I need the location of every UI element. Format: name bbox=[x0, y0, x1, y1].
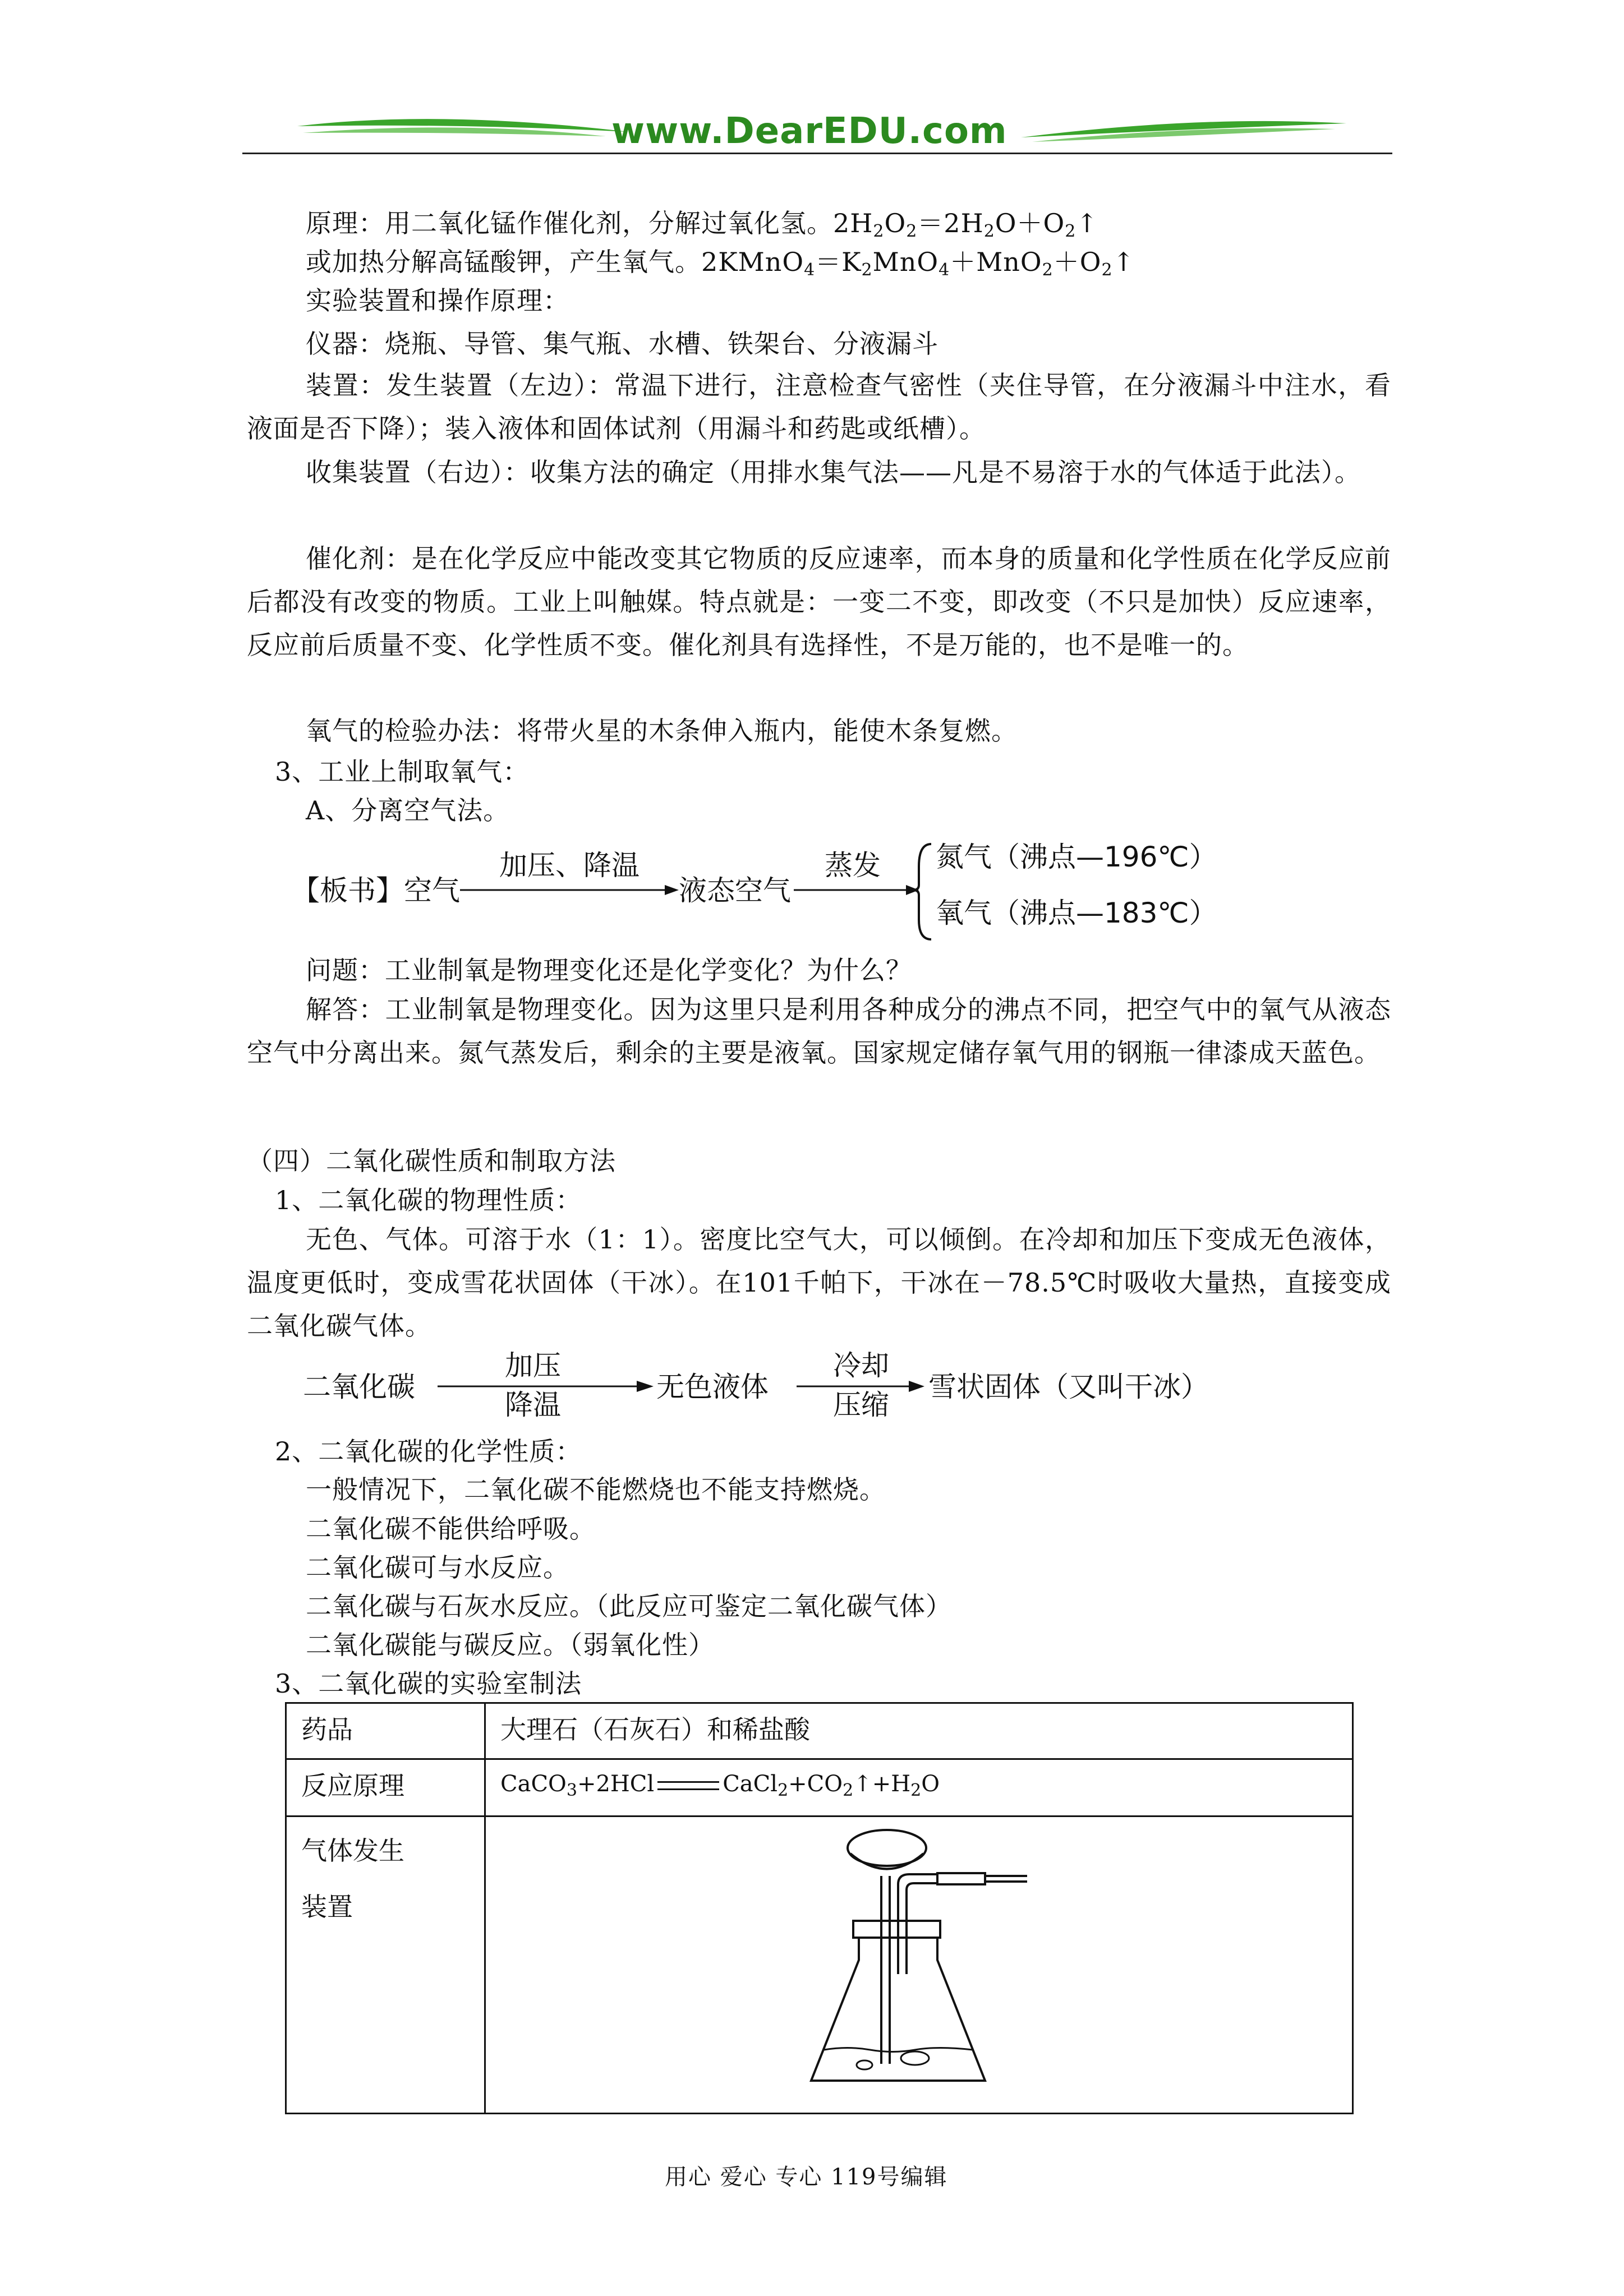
arrow-head-1 bbox=[665, 885, 679, 895]
liquid-surface bbox=[824, 2048, 973, 2052]
co2-diagram-end: 雪状固体（又叫干冰） bbox=[928, 1371, 1209, 1403]
equation-h2o2: $2H_2O_2=2H_2O+O_2↑$ bbox=[833, 208, 1098, 241]
principle-alt-line: 或加热分解高锰酸钾，产生氧气。$2KMnO_4=K_2MnO_4+MnO_2+O_2↑$ bbox=[306, 247, 1135, 280]
co2-physical-paragraph: 无色、气体。可溶于水（1：1）。密度比空气大，可以倾倒。在冷却和加压下变成无色液体，温度更低时，变成雪花状固体（干冰）。在101千帕下，干冰在－78.5℃时吸收大量热，直接变成二氧化碳气体。 bbox=[247, 1224, 1391, 1341]
co2-step2-bottom: 压缩 bbox=[833, 1389, 889, 1421]
air-separation-diagram bbox=[292, 836, 1245, 953]
gas-generator-apparatus-drawing bbox=[803, 1823, 1094, 2097]
oxygen-test-line: 氧气的检验办法：将带火星的木条伸入瓶内，能使木条复燃。 bbox=[306, 716, 1018, 746]
co2-chemical-item: 二氧化碳能与碳反应。（弱氧化性） bbox=[306, 1630, 715, 1660]
delivery-tube bbox=[898, 1874, 937, 1974]
co2-phase-diagram bbox=[303, 1346, 1285, 1430]
co2-physical-title: 1、二氧化碳的物理性质： bbox=[275, 1185, 582, 1215]
co2-chemical-item: 二氧化碳可与水反应。 bbox=[306, 1552, 569, 1583]
co2-lab-table bbox=[285, 1702, 1354, 2114]
table-value-reaction: CaCO$_3$+2HCl $CaCl_2+CO_2↑+H_2O$ bbox=[485, 1759, 1353, 1816]
logo-text: www.DearEDU.com bbox=[611, 110, 1007, 152]
question-line: 问题：工业制氧是物理变化还是化学变化？为什么？ bbox=[306, 955, 912, 985]
equation-kmno4: $2KMnO_4=K_2MnO_4+MnO_2+O_2↑$ bbox=[701, 247, 1135, 280]
answer-paragraph: 解答：工业制氧是物理变化。因为这里只是利用各种成分的沸点不同，把空气中的氧气从液态空气中分离出来。氮气蒸发后，剩余的主要是液氧。国家规定储存氧气用的钢瓶一律漆成天蓝色。 bbox=[247, 994, 1391, 1068]
co2-chemical-title: 2、二氧化碳的化学性质： bbox=[275, 1436, 582, 1467]
principle-line: 原理：用二氧化锰作催化剂，分解过氧化氢。$2H_2O_2=2H_2O+O_2↑$ bbox=[306, 208, 1098, 241]
apparatus-title: 实验装置和操作原理： bbox=[306, 285, 569, 316]
co2-arrow-head-2 bbox=[909, 1381, 924, 1392]
header-logo bbox=[292, 104, 1358, 160]
diagram-oxygen: 氧气（沸点—183℃） bbox=[936, 897, 1217, 929]
co2-step2-top: 冷却 bbox=[833, 1349, 889, 1382]
table-value-reagents: 大理石（石灰石）和稀盐酸 bbox=[485, 1703, 1353, 1759]
table-label-reaction: 反应原理 bbox=[286, 1759, 485, 1816]
table-label-apparatus: 气体发生 装置 bbox=[286, 1816, 485, 2114]
instruments-line: 仪器：烧瓶、导管、集气瓶、水槽、铁架台、分液漏斗 bbox=[306, 329, 938, 359]
co2-chemical-item: 一般情况下，二氧化碳不能燃烧也不能支持燃烧。 bbox=[306, 1474, 886, 1505]
footer-text: 用心 爱心 专心 119号编辑 bbox=[665, 2164, 948, 2190]
industrial-title: 3、工业上制取氧气： bbox=[275, 757, 530, 787]
generator-paragraph: 装置：发生装置（左边）：常温下进行，注意检查气密性（夹住导管，在分液漏斗中注水，看液面是否下降）；装入液体和固体试剂（用漏斗和药匙或纸槽）。 bbox=[247, 370, 1391, 444]
diagram-liquid-air: 液态空气 bbox=[679, 874, 791, 907]
table-row bbox=[286, 1816, 1353, 2114]
diagram-board-label: 【板书】空气 bbox=[292, 874, 460, 907]
diagram-step2-label: 蒸发 bbox=[825, 849, 881, 882]
diagram-step1-label: 加压、降温 bbox=[499, 849, 640, 882]
catalyst-paragraph: 催化剂：是在化学反应中能改变其它物质的反应速率，而本身的质量和化学性质在化学反应前后都没有改变的物质。工业上叫触媒。特点就是：一变二不变，即改变（不只是加快）反应速率，反应前后质量不变、化学性质不变。催化剂具有选择性，不是万能的，也不是唯一的。 bbox=[247, 543, 1391, 660]
table-value-apparatus bbox=[485, 1816, 1353, 2114]
co2-step1-top: 加压 bbox=[505, 1349, 561, 1382]
table-row bbox=[286, 1759, 1353, 1816]
co2-step1-bottom: 降温 bbox=[505, 1389, 561, 1421]
co2-arrow-head-1 bbox=[637, 1381, 654, 1392]
table-label-reagents: 药品 bbox=[286, 1703, 485, 1759]
stopper bbox=[853, 1921, 940, 1938]
table-row bbox=[286, 1703, 1353, 1759]
header-rule bbox=[242, 153, 1392, 154]
co2-section-title: （四）二氧化碳性质和制取方法 bbox=[247, 1146, 616, 1176]
diagram-nitrogen: 氮气（沸点—196℃） bbox=[936, 841, 1217, 873]
co2-diagram-start: 二氧化碳 bbox=[303, 1371, 415, 1403]
co2-chemical-item: 二氧化碳不能供给呼吸。 bbox=[306, 1514, 596, 1544]
co2-lab-title: 3、二氧化碳的实验室制法 bbox=[275, 1668, 582, 1699]
marble-chip bbox=[901, 2051, 929, 2065]
collector-paragraph: 收集装置（右边）：收集方法的确定（用排水集气法——凡是不易溶于水的气体适于此法）。 bbox=[306, 457, 1361, 487]
brace bbox=[913, 844, 931, 939]
co2-diagram-middle: 无色液体 bbox=[656, 1371, 769, 1403]
co2-chemical-item: 二氧化碳与石灰水反应。（此反应可鉴定二氧化碳气体） bbox=[306, 1591, 952, 1621]
method-a-line: A、分离空气法。 bbox=[306, 795, 510, 826]
